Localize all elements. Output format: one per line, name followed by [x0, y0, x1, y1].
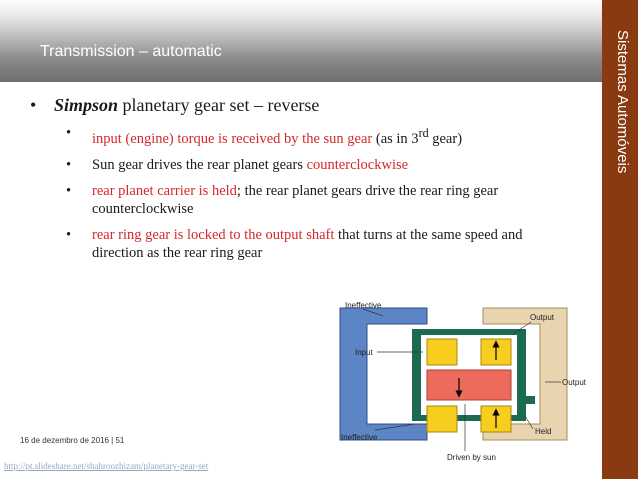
- sub-bullet-3: [30, 182, 570, 218]
- sub-bullet-1-text-end: gear): [428, 130, 463, 147]
- sub-bullet-4-text: that turns at the same speed and direction as the rear ring gear: [92, 226, 523, 261]
- sub-bullet-1: [30, 124, 570, 148]
- planet-gear: [427, 339, 457, 365]
- bullet-marker: •: [66, 125, 72, 141]
- label-output-top: Output: [530, 313, 555, 322]
- sub-bullet-2-text: Sun gear drives the rear planet gears: [92, 156, 307, 173]
- main-bullet-text: planetary gear set – reverse: [118, 95, 320, 115]
- source-link[interactable]: http://pt.slideshare.net/shahroozhizam/planetary-gear-set: [4, 461, 209, 471]
- sub-bullet-1-text: (as in 3: [372, 130, 419, 147]
- held-carrier-link: [517, 396, 535, 404]
- planet-carrier-frame: [517, 329, 526, 421]
- bullet-marker: •: [66, 156, 72, 173]
- label-ineffective-bottom: Ineffective: [341, 433, 378, 442]
- planet-carrier-frame: [412, 329, 526, 335]
- sub-bullet-4-highlight: rear ring gear is locked to the output shaft: [92, 226, 335, 243]
- sub-bullet-2-highlight: counterclockwise: [306, 156, 409, 173]
- label-driven-by-sun: Driven by sun: [447, 453, 496, 462]
- slide-content: [30, 94, 570, 270]
- label-output-right: Output: [562, 378, 587, 387]
- bullet-marker: •: [66, 226, 72, 243]
- sub-bullet-1-superscript: rd: [418, 126, 429, 140]
- slide-title: Transmission – automatic: [40, 43, 222, 60]
- sub-bullet-3-highlight: rear planet carrier is held: [92, 182, 237, 199]
- sub-bullet-3-text: ; the rear planet gears drive the rear ring gear counterclockwise: [92, 182, 499, 217]
- planet-gear: [427, 406, 457, 432]
- slide-header: [0, 0, 602, 82]
- sub-bullet-4: [30, 226, 570, 262]
- label-input: Input: [355, 348, 373, 357]
- label-ineffective-top: Ineffective: [345, 301, 382, 310]
- sub-bullet-1-highlight: input (engine) torque is received by the sun gear: [92, 130, 373, 147]
- main-bullet-keyword: Simpson: [54, 95, 119, 115]
- sub-bullet-2: [30, 156, 570, 174]
- main-bullet: [30, 94, 570, 116]
- footer-date: 16 de dezembro de 2016 | 51: [20, 436, 125, 445]
- planet-carrier-frame: [412, 329, 421, 421]
- sun-gear: [427, 370, 511, 400]
- sidebar-label: Sistemas Automóveis: [614, 30, 631, 174]
- bullet-marker: •: [66, 182, 72, 199]
- planetary-gear-diagram: [335, 296, 595, 479]
- bullet-marker: •: [30, 95, 37, 115]
- label-held: Held: [535, 427, 552, 436]
